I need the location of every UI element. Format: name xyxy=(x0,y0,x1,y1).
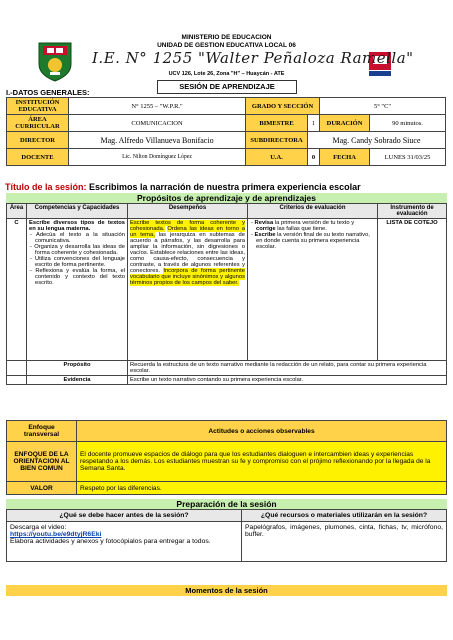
enfoque-table xyxy=(6,420,447,495)
competencia-title: Escribe diversos tipos de textos en su lengua materna. xyxy=(29,220,125,232)
momentos-heading: Momentos de la sesión xyxy=(6,585,447,596)
ua-label: U.A. xyxy=(246,149,308,166)
school-name: I.E. N° 1255 "Walter Peñaloza Ramella" xyxy=(92,49,414,67)
ua-value: 0 xyxy=(308,149,320,166)
col-criterios: Criterios de evaluación xyxy=(248,204,378,219)
datos-generales-table xyxy=(6,97,446,166)
capacidad-item: - Adecúa el texto a la situación comunicativa. xyxy=(30,232,125,244)
session-topic-prefix: Título de la sesión: xyxy=(5,182,87,192)
proposito-label: Propósito xyxy=(27,361,128,376)
instrumento-cell: LISTA DE COTEJO xyxy=(378,219,447,361)
video-link[interactable]: https://youtu.be/e9dtyjR6Eki xyxy=(10,531,102,538)
session-title-box: SESIÓN DE APRENDIZAJE xyxy=(157,80,297,94)
institucion-label: INSTITUCIÓN EDUCATIVA xyxy=(7,98,69,115)
director-label: DIRECTOR xyxy=(7,132,69,149)
session-topic-text: Escribimos la narración de nuestra primera experiencia escolar xyxy=(86,182,361,192)
duracion-value: 90 minutos. xyxy=(370,115,446,132)
docente-value: Lic. Nilton Domínguez López xyxy=(69,149,246,166)
col-area: Área xyxy=(7,204,27,219)
subdirectora-label: SUBDIRECTORA xyxy=(246,132,308,149)
docente-label: DOCENTE xyxy=(7,149,69,166)
duracion-label: DURACIÓN xyxy=(320,115,370,132)
col-instrumento: Instrumento de evaluación xyxy=(378,204,447,219)
actitudes-header: Actitudes o acciones observables xyxy=(77,421,447,442)
evidencia-label: Evidencia xyxy=(27,376,128,385)
bimestre-label: BIMESTRE xyxy=(246,115,308,132)
capacidad-item: - Reflexiona y evalúa la forma, el contenido y contexto del texto escrito. xyxy=(30,268,125,286)
competencias-cell xyxy=(27,219,128,361)
desempeno-text: las jerarquiza en subtemas de acuerdo a párrafos, y las desarrolla para ampliar la información, sin digresiones o vacíos. Establece relaciones entre las ideas, como causa-efecto, consecuencia y contraste, a través de algunos referentes y conectores. xyxy=(130,232,245,274)
valor-label: VALOR xyxy=(7,482,77,495)
recursos-answer: Papelógrafos, imágenes, plumones, cinta, fichas, tv, micrófono, buffer. xyxy=(242,522,447,562)
desempeno-highlight: Incorpora de forma pertinente vocabulario que incluye sinónimos y algunos términos propios de los campos del saber. xyxy=(130,268,245,286)
director-value: Mag. Alfredo Villanueva Bonifacio xyxy=(69,132,246,149)
criterios-cell xyxy=(248,219,378,361)
capacidad-item: - Organiza y desarrolla las ideas de forma coherente y cohesionada. xyxy=(30,244,125,256)
preparacion-table xyxy=(6,509,447,562)
enfoque-header: Enfoque transversal xyxy=(7,421,77,442)
enfoque-bien-comun-label: ENFOQUE DE LA ORIENTACION AL BIEN COMUN xyxy=(7,442,77,482)
capacidad-item: - Utiliza convenciones del lenguaje escrito de forma pertinente. xyxy=(30,256,125,268)
fecha-value: LUNES 31/03/25 xyxy=(370,149,446,166)
antes-answer xyxy=(7,522,242,562)
institucion-value: N° 1255 – "W.P.R." xyxy=(69,98,246,115)
grado-label: GRADO Y SECCIÓN xyxy=(246,98,320,115)
evidencia-text: Escribe un texto narrativo contando su primera experiencia escolar. xyxy=(128,376,447,385)
ugel-heading: UNIDAD DE GESTION EDUCATIVA LOCAL 06 xyxy=(157,42,296,49)
criterio-item: - Escribe la versión final de su texto narrativo, en donde cuenta su primera experiencia escolar. xyxy=(251,232,370,250)
proposito-text: Recuerda la estructura de un texto narrativo mediante la redacción de un relato, para contar su primera experiencia escolar. xyxy=(128,361,447,376)
school-address: UCV 126, Lote 26, Zona "H" – Huaycán - ATE xyxy=(168,71,285,77)
area-label: ÁREA CURRICULAR xyxy=(7,115,69,132)
criterio-item: - Revisa la primera versión de tu texto y corrige las fallas que tiene. xyxy=(251,220,355,232)
propositos-heading: Propósitos de aprendizaje y de aprendizajes xyxy=(6,193,447,203)
preparacion-heading: Preparación de la sesión xyxy=(6,499,447,509)
desempeno-highlight: Ordena las ideas en torno a un tema, xyxy=(130,226,245,238)
datos-generales-label: I.-DATOS GENERALES: xyxy=(6,88,90,97)
fecha-label: FECHA xyxy=(320,149,370,166)
bimestre-value: 1 xyxy=(308,115,320,132)
enfoque-bien-comun-text: El docente promueve espacios de diálogo para que los estudiantes dialoguen e intercambien ideas y experiencias respetando a los demás. Los estudiantes muestran su fe y compromiso con el prójimo reflexionando por la llegada de la Semana Santa. xyxy=(77,442,447,482)
grado-value: 5° "C" xyxy=(320,98,446,115)
valor-text: Respeto por las diferencias. xyxy=(77,482,447,495)
desempeno-highlight: Escribe textos de forma coherente y cohesionada. xyxy=(130,220,245,232)
elabora-text: Elabora actividades y anexos y fotocópialos para entregar a todos. xyxy=(10,538,211,545)
session-topic-title xyxy=(5,182,361,192)
recursos-question: ¿Qué recursos o materiales utilizarán en la sesión? xyxy=(242,510,447,522)
col-competencias: Competencias y Capacidades xyxy=(27,204,128,219)
desempenos-cell xyxy=(128,219,248,361)
descarga-label: Descarga el video: xyxy=(10,524,67,531)
ministry-heading: MINISTERIO DE EDUCACION xyxy=(181,34,272,41)
subdirectora-value: Mag. Candy Sobrado Siuce xyxy=(308,132,446,149)
col-desempenos: Desempeños xyxy=(128,204,248,219)
area-value: COMUNICACION xyxy=(69,115,246,132)
propositos-table xyxy=(6,203,447,385)
antes-question: ¿Qué se debe hacer antes de la sesión? xyxy=(7,510,242,522)
area-cell: C xyxy=(7,219,27,361)
